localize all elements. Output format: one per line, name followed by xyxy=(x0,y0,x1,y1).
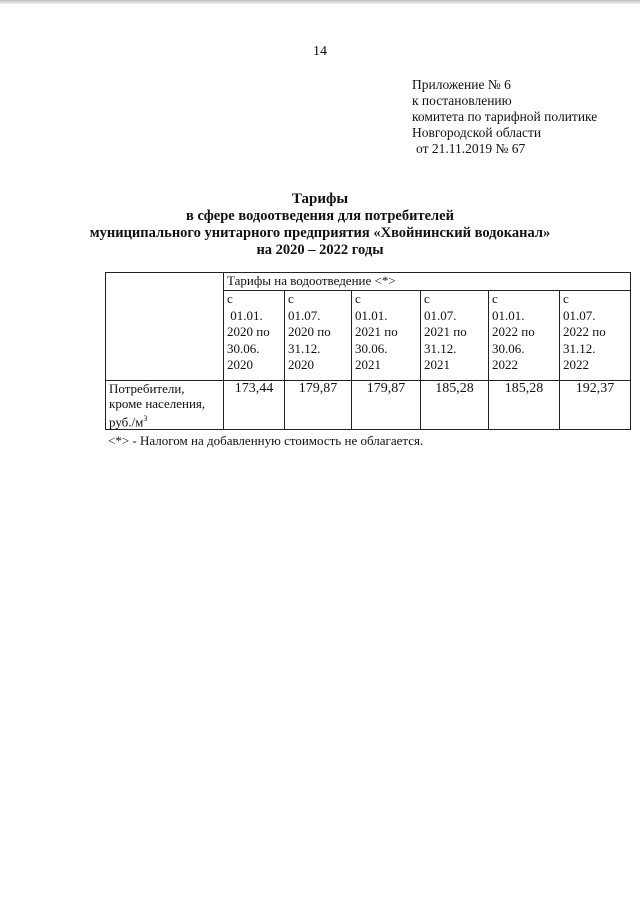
title-line: муниципального унитарного предприятия «Хвойнинский водоканал» xyxy=(89,225,551,241)
period-line: 01.07. xyxy=(288,307,321,323)
appendix-line: Новгородской области xyxy=(412,125,542,140)
period-line: 2021 по xyxy=(424,324,467,339)
period-line: 30.06. xyxy=(355,340,388,356)
period-line: 2021 xyxy=(424,357,450,372)
period-header-cell xyxy=(421,291,489,381)
period-line: с xyxy=(492,291,498,306)
document-title xyxy=(0,191,640,259)
period-line: 2022 xyxy=(492,357,518,372)
title-line: на 2020 – 2022 годы xyxy=(256,242,384,258)
row-label-line: кроме населения, xyxy=(109,396,206,411)
title-line: Тарифы xyxy=(291,191,349,207)
period-line: 31.12. xyxy=(424,340,457,356)
scan-edge xyxy=(0,0,640,4)
period-line: 30.06. xyxy=(492,340,525,356)
tariff-value-cell: 179,87 xyxy=(352,381,421,430)
period-line: 2021 по xyxy=(355,324,398,339)
period-line: с xyxy=(424,291,430,306)
period-line: 2020 по xyxy=(227,324,270,339)
period-line: 2021 xyxy=(355,357,381,372)
period-line: 2022 по xyxy=(563,324,606,339)
period-line: 01.01. xyxy=(227,307,263,323)
page-number: 14 xyxy=(313,44,327,59)
appendix-line: от 21.11.2019 № 67 xyxy=(416,141,526,156)
row-label-cell xyxy=(106,381,224,430)
period-line: 2022 xyxy=(563,357,589,372)
unit-label: руб./м xyxy=(109,414,144,430)
period-line: 31.12. xyxy=(563,340,596,356)
appendix-block xyxy=(412,77,597,157)
period-line: с xyxy=(227,291,233,306)
period-line: 01.01. xyxy=(492,307,525,323)
tariff-table xyxy=(105,272,631,430)
period-line: 01.07. xyxy=(563,307,596,323)
period-line: 01.01. xyxy=(355,307,388,323)
footnote: <*> - Налогом на добавленную стоимость не облагается. xyxy=(108,433,424,448)
period-line: 2020 xyxy=(227,357,253,372)
period-header-cell xyxy=(560,291,631,381)
unit-superscript: 3 xyxy=(143,414,148,423)
period-line: 2022 по xyxy=(492,324,535,339)
period-line: 01.07. xyxy=(424,307,457,323)
period-header-cell xyxy=(224,291,285,381)
period-line: 30.06. xyxy=(227,340,260,356)
period-line: с xyxy=(288,291,294,306)
period-line: 2020 xyxy=(288,357,314,372)
tariff-value-cell: 185,28 xyxy=(421,381,489,430)
tariff-value-cell: 192,37 xyxy=(560,381,631,430)
tariff-value-cell: 179,87 xyxy=(285,381,352,430)
tariff-value-cell: 173,44 xyxy=(224,381,285,430)
period-header-cell xyxy=(489,291,560,381)
appendix-line: комитета по тарифной политике xyxy=(412,109,598,124)
table-header: Тарифы на водоотведение <*> xyxy=(224,273,631,291)
table-corner-cell xyxy=(106,273,224,381)
period-header-cell xyxy=(285,291,352,381)
row-label-line: Потребители, xyxy=(109,381,185,396)
title-line: в сфере водоотведения для потребителей xyxy=(186,208,454,224)
tariff-value-cell: 185,28 xyxy=(489,381,560,430)
period-line: 31.12. xyxy=(288,340,321,356)
appendix-line: к постановлению xyxy=(412,93,512,108)
period-header-cell xyxy=(352,291,421,381)
period-line: 2020 по xyxy=(288,324,331,339)
appendix-line: Приложение № 6 xyxy=(412,77,511,92)
row-label-line xyxy=(109,411,220,429)
period-line: с xyxy=(563,291,569,306)
period-line: с xyxy=(355,291,361,306)
